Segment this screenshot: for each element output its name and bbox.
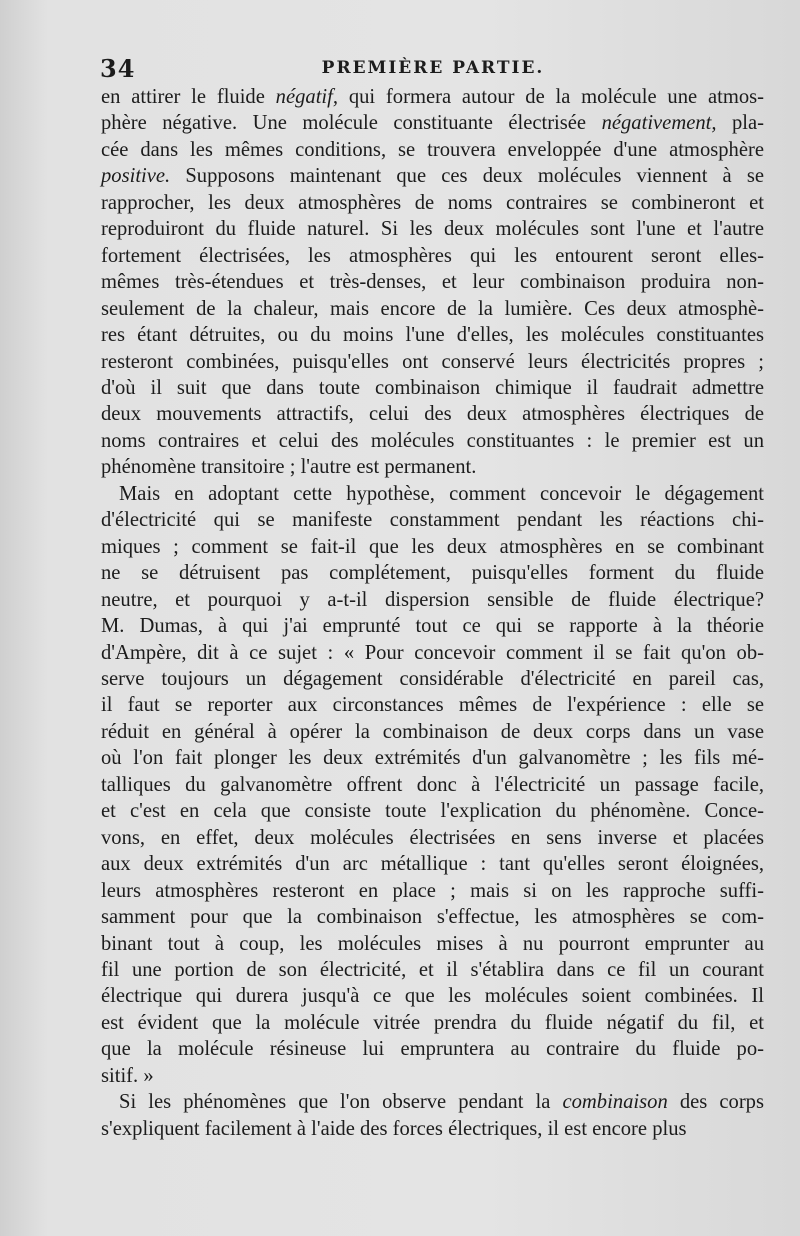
text-line — [101, 983, 764, 1009]
text-line — [101, 1089, 764, 1115]
text-line — [101, 560, 764, 586]
text-line — [101, 401, 764, 427]
text-line — [101, 666, 764, 692]
text-segment: pla- — [716, 112, 764, 135]
text-line — [101, 163, 764, 189]
text-segment: des corps — [667, 1091, 764, 1114]
text-line — [101, 1063, 764, 1089]
text-segment: resteront combinées, puisqu'elles ont conservé leurs électricités propres ; — [101, 350, 764, 373]
text-segment: Supposons maintenant que ces deux molécules viennent à se — [170, 165, 764, 188]
text-segment: d'où il suit que dans toute combinaison chimique il faudrait admettre — [101, 376, 764, 399]
text-line — [101, 587, 764, 613]
italic-text: combinaison — [562, 1091, 668, 1114]
text-line — [101, 349, 764, 375]
text-line — [101, 375, 764, 401]
text-segment: miques ; comment se fait-il que les deux atmosphères en se combinant — [101, 535, 764, 558]
text-segment: Mais en adoptant cette hypothèse, comment concevoir le dégagement — [119, 482, 764, 505]
text-segment: seulement de la chaleur, mais encore de la lumière. Ces deux atmosphè- — [101, 297, 764, 320]
text-line — [101, 692, 764, 718]
text-segment: cée dans les mêmes conditions, se trouvera enveloppée d'une atmosphère — [101, 138, 764, 161]
text-line — [101, 110, 764, 136]
text-segment: reproduiront du fluide naturel. Si les deux molécules sont l'une et l'autre — [101, 218, 764, 241]
text-line — [101, 216, 764, 242]
text-segment: est évident que la molécule vitrée prendra du fluide négatif du fil, et — [101, 1011, 764, 1034]
text-segment: serve toujours un dégagement considérable d'électricité en pareil cas, — [101, 667, 764, 690]
text-segment: fil une portion de son électricité, et il s'établira dans ce fil un courant — [101, 958, 764, 981]
text-line — [101, 904, 764, 930]
text-segment: samment pour que la combinaison s'effectue, les atmosphères se com- — [101, 906, 764, 929]
text-segment: d'Ampère, dit à ce sujet : « Pour concevoir comment il se fait qu'on ob- — [101, 641, 764, 664]
text-line — [101, 84, 764, 110]
text-line — [101, 507, 764, 533]
text-line — [101, 1036, 764, 1062]
text-segment: et c'est en cela que consiste toute l'explication du phénomène. Conce- — [101, 800, 764, 823]
text-segment: sitif. » — [101, 1064, 154, 1087]
text-line — [101, 878, 764, 904]
body-text — [101, 84, 764, 1142]
page-number: 34 — [100, 54, 136, 83]
text-line — [101, 772, 764, 798]
text-segment: où l'on fait plonger les deux extrémités d'un galvanomètre ; les fils mé- — [101, 747, 764, 770]
text-segment: qui formera autour de la molécule une atmos- — [338, 86, 765, 108]
text-segment: mêmes très-étendues et très-denses, et leur combinaison produira non- — [101, 271, 764, 294]
italic-text: négatif, — [275, 86, 339, 108]
text-line — [101, 243, 764, 269]
text-line — [101, 957, 764, 983]
text-line — [101, 719, 764, 745]
text-line — [101, 1116, 764, 1142]
text-line — [101, 269, 764, 295]
text-segment: deux mouvements attractifs, celui des deux atmosphères électriques de — [101, 403, 764, 426]
text-segment: M. Dumas, à qui j'ai emprunté tout ce qui se rapporte à la théorie — [101, 615, 764, 638]
text-line — [101, 745, 764, 771]
text-line — [101, 322, 764, 348]
text-line — [101, 1010, 764, 1036]
text-segment: phère négative. Une molécule constituante électrisée — [101, 112, 602, 135]
text-segment: électrique qui durera jusqu'à ce que les molécules soient combinées. Il — [101, 985, 764, 1008]
page-header — [100, 54, 766, 84]
text-line — [101, 190, 764, 216]
running-title: PREMIÈRE PARTIE. — [321, 58, 545, 78]
text-segment: talliques du galvanomètre offrent donc à l'électricité un passage facile, — [101, 773, 764, 796]
text-line — [101, 851, 764, 877]
text-segment: Si les phénomènes que l'on observe pendant la — [119, 1091, 563, 1114]
text-segment: il faut se reporter aux circonstances mêmes de l'expérience : elle se — [101, 694, 764, 717]
text-line — [101, 137, 764, 163]
text-segment: res étant détruites, ou du moins l'une d'elles, les molécules constituantes — [101, 324, 764, 347]
text-line — [101, 825, 764, 851]
italic-text: positive. — [101, 165, 171, 188]
text-segment: binant tout à coup, les molécules mises à nu pourront emprunter au — [101, 932, 764, 955]
text-segment: ne se détruisent pas complétement, puisqu'elles forment du fluide — [101, 562, 764, 585]
text-line — [101, 613, 764, 639]
text-segment: en attirer le fluide — [101, 86, 276, 108]
text-line — [101, 534, 764, 560]
italic-text: négativement, — [601, 112, 717, 135]
text-segment: leurs atmosphères resteront en place ; mais si on les rapproche suffi- — [101, 879, 764, 902]
text-line — [101, 428, 764, 454]
text-segment: s'expliquent facilement à l'aide des forces électriques, il est encore plus — [101, 1117, 687, 1140]
text-segment: fortement électrisées, les atmosphères qui les entourent seront elles- — [101, 244, 764, 267]
text-line — [101, 481, 764, 507]
text-line — [101, 798, 764, 824]
text-segment: réduit en général à opérer la combinaison de deux corps dans un vase — [101, 720, 764, 743]
text-segment: vons, en effet, deux molécules électrisées en sens inverse et placées — [101, 826, 764, 849]
text-segment: que la molécule résineuse lui empruntera au contraire du fluide po- — [101, 1038, 764, 1061]
text-line — [101, 640, 764, 666]
text-line — [101, 296, 764, 322]
text-segment: noms contraires et celui des molécules constituantes : le premier est un — [101, 429, 764, 452]
text-line — [101, 454, 764, 480]
text-line — [101, 931, 764, 957]
text-segment: phénomène transitoire ; l'autre est permanent. — [101, 456, 477, 479]
text-segment: aux deux extrémités d'un arc métallique : tant qu'elles seront éloignées, — [101, 853, 764, 876]
text-segment: d'électricité qui se manifeste constamment pendant les réactions chi- — [101, 509, 764, 532]
text-segment: rapprocher, les deux atmosphères de noms contraires se combineront et — [101, 191, 764, 214]
text-segment: neutre, et pourquoi y a-t-il dispersion sensible de fluide électrique? — [101, 588, 764, 611]
